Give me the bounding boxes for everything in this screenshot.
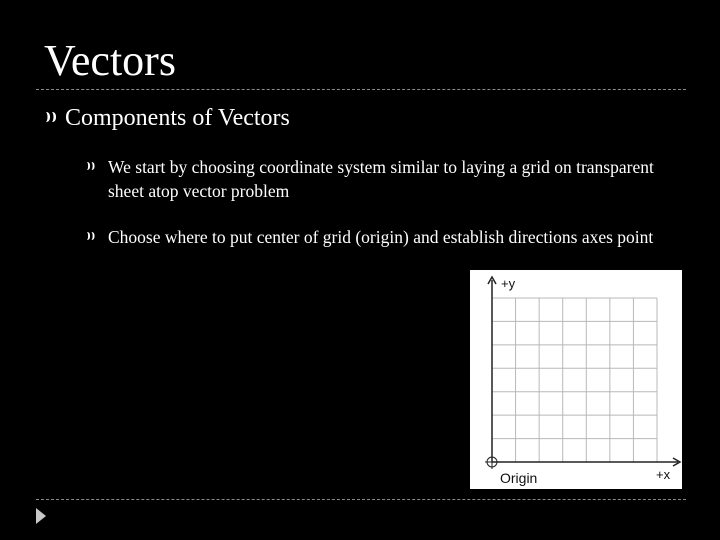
coordinate-grid-figure <box>470 270 682 489</box>
fleuron-bullet-icon <box>86 231 96 241</box>
origin-label: Origin <box>500 470 538 486</box>
grid-lines <box>492 298 657 462</box>
top-divider <box>36 89 686 90</box>
level2-bullet-text: We start by choosing coordinate system similar to laying a grid on transparent sheet atop vector problem <box>108 157 654 201</box>
bottom-divider <box>36 499 686 500</box>
fleuron-bullet-icon <box>44 110 58 124</box>
slide-title: Vectors <box>44 36 176 85</box>
play-arrow-icon[interactable] <box>34 506 48 526</box>
coordinate-grid <box>470 270 682 489</box>
x-axis-label: +x <box>656 467 671 482</box>
y-axis-label: +y <box>501 276 516 291</box>
level1-bullet-text: Components of Vectors <box>65 105 290 131</box>
level2-bullet-text: Choose where to put center of grid (origin) and establish directions axes point <box>108 227 654 247</box>
fleuron-bullet-icon <box>86 161 96 171</box>
